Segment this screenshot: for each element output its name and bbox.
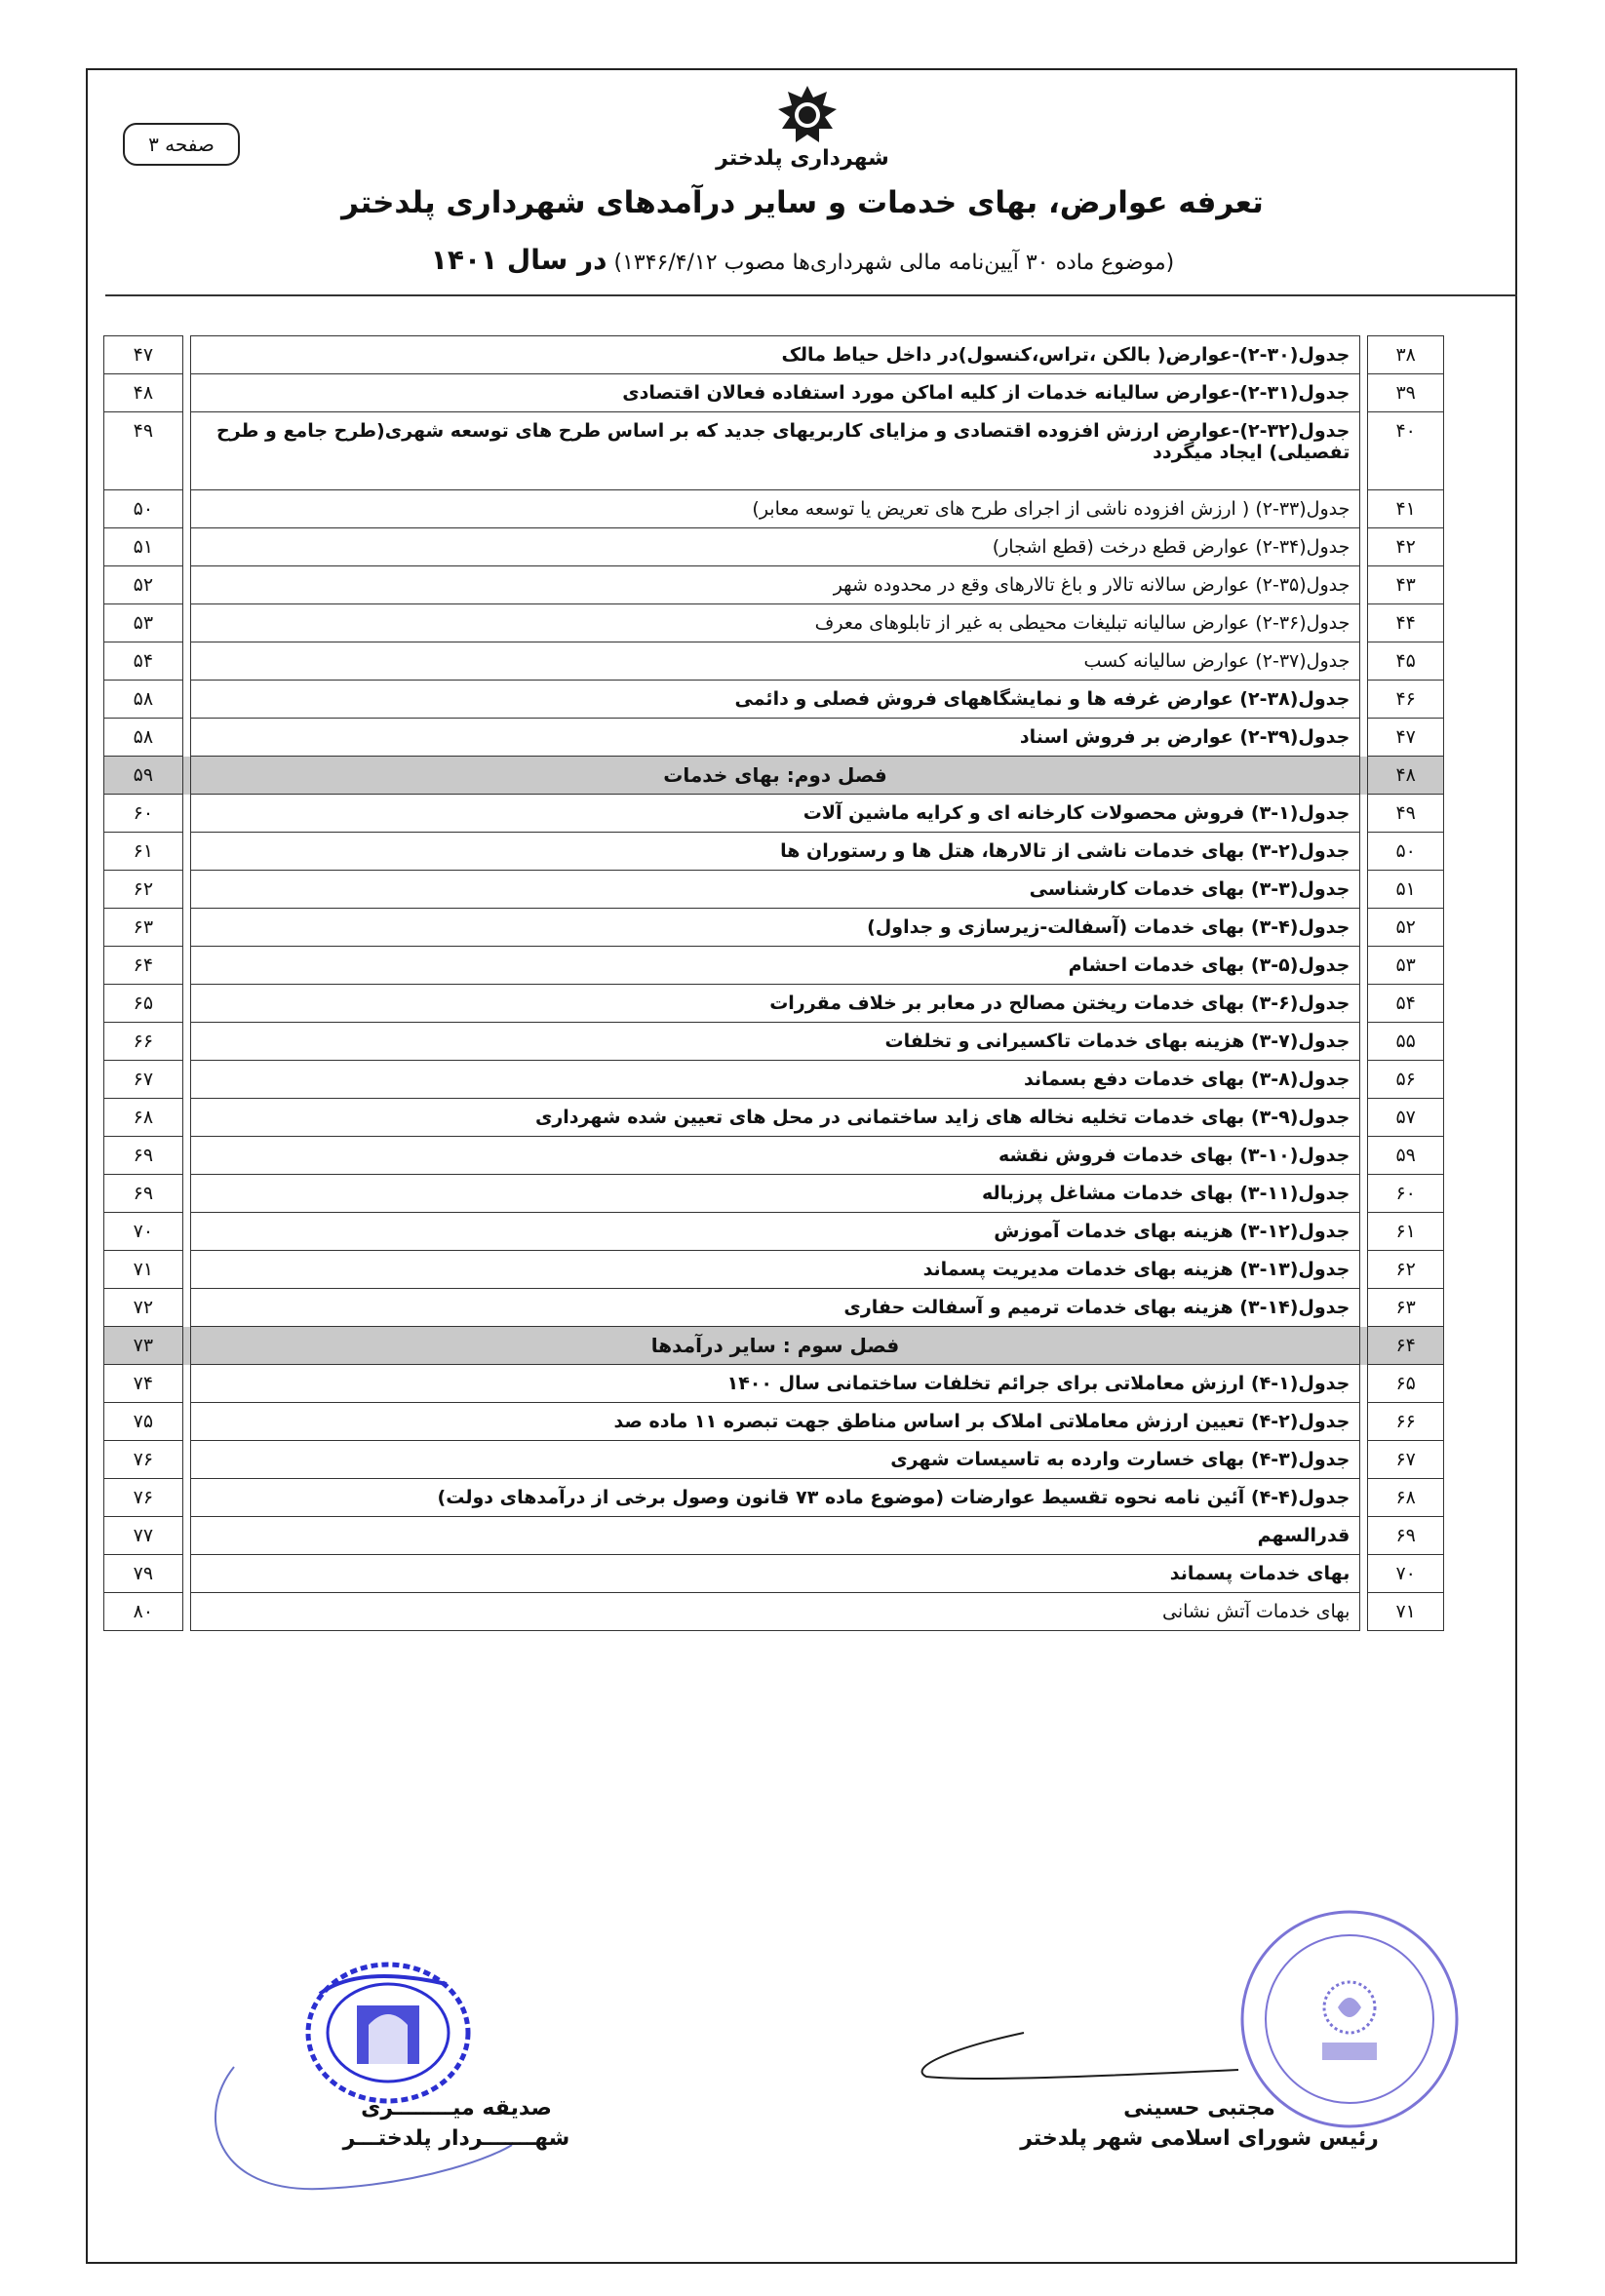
column-gap [1360, 1479, 1368, 1517]
row-page-number: ۶۹ [104, 1137, 183, 1175]
row-number: ۶۱ [1368, 1213, 1444, 1251]
table-row [104, 871, 1444, 909]
column-gap [182, 795, 190, 833]
subtitle-year: در سال ۱۴۰۱ [430, 244, 607, 276]
row-number: ۵۵ [1368, 1023, 1444, 1061]
council-head-role: رئیس شورای اسلامی شهر پلدختر [1020, 2126, 1379, 2151]
row-page-number: ۷۱ [104, 1251, 183, 1289]
council-head-signature-block [995, 2096, 1404, 2151]
row-page-number: ۶۶ [104, 1023, 183, 1061]
table-row [104, 1175, 1444, 1213]
row-description: جدول(۳۶-۲) عوارض سالیانه تبلیغات محیطی به غیر از تابلوهای معرف [190, 604, 1360, 642]
column-gap [1360, 642, 1368, 681]
column-gap [182, 1289, 190, 1327]
row-description: جدول(۴-۴) آئین نامه نحوه تقسیط عوارضات (موضوع ماده ۷۳ قانون وصول برخی از درآمدهای دولت) [190, 1479, 1360, 1517]
row-page-number: ۷۴ [104, 1365, 183, 1403]
mayor-name: صدیقه میــــــــری [361, 2096, 552, 2121]
row-description: جدول(۳۱-۲)-عوارض سالیانه خدمات از کلیه اماکن مورد استفاده فعالان اقتصادی [190, 374, 1360, 412]
row-description: جدول(۳۵-۲) عوارض سالانه تالار و باغ تالارهای وقع در محدوده شهر [190, 566, 1360, 604]
column-gap [1360, 490, 1368, 528]
column-gap [1360, 374, 1368, 412]
row-number: ۵۳ [1368, 947, 1444, 985]
table-row [104, 528, 1444, 566]
row-page-number: ۸۰ [104, 1593, 183, 1631]
column-gap [1360, 1289, 1368, 1327]
row-number: ۷۰ [1368, 1555, 1444, 1593]
row-page-number: ۷۲ [104, 1289, 183, 1327]
column-gap [1360, 1175, 1368, 1213]
column-gap [1360, 757, 1368, 795]
row-page-number: ۴۹ [104, 412, 183, 490]
chapter-row [104, 757, 1444, 795]
column-gap [1360, 795, 1368, 833]
column-gap [182, 1593, 190, 1631]
row-page-number: ۵۳ [104, 604, 183, 642]
mayor-signature-block [330, 2096, 583, 2151]
row-number: ۵۹ [1368, 1137, 1444, 1175]
column-gap [182, 1517, 190, 1555]
column-gap [1360, 412, 1368, 490]
column-gap [182, 985, 190, 1023]
row-page-number: ۶۰ [104, 795, 183, 833]
column-gap [1360, 1213, 1368, 1251]
table-row [104, 795, 1444, 833]
row-page-number: ۶۲ [104, 871, 183, 909]
document-title: تعرفه عوارض، بهای خدمات و سایر درآمدهای شهرداری پلدختر [341, 185, 1264, 220]
row-number: ۴۸ [1368, 757, 1444, 795]
row-description: جدول(۲-۴) تعیین ارزش معاملاتی املاک بر اساس مناطق جهت تبصره ۱۱ ماده صد [190, 1403, 1360, 1441]
column-gap [1360, 1593, 1368, 1631]
row-number: ۶۷ [1368, 1441, 1444, 1479]
column-gap [1360, 833, 1368, 871]
row-number: ۴۵ [1368, 642, 1444, 681]
table-row [104, 1365, 1444, 1403]
row-page-number: ۶۹ [104, 1175, 183, 1213]
row-number: ۴۰ [1368, 412, 1444, 490]
row-description: جدول(۷-۳) هزینه بهای خدمات تاکسیرانی و تخلفات [190, 1023, 1360, 1061]
row-number: ۴۳ [1368, 566, 1444, 604]
column-gap [182, 947, 190, 985]
row-number: ۶۲ [1368, 1251, 1444, 1289]
table-row [104, 909, 1444, 947]
table-row [104, 833, 1444, 871]
column-gap [182, 528, 190, 566]
table-row [104, 1593, 1444, 1631]
column-gap [182, 1365, 190, 1403]
column-gap [182, 909, 190, 947]
row-number: ۴۷ [1368, 719, 1444, 757]
row-description: جدول(۶-۳) بهای خدمات ریختن مصالح در معابر بر خلاف مقررات [190, 985, 1360, 1023]
page-number-label: صفحه ۳ [148, 133, 215, 156]
row-number: ۴۱ [1368, 490, 1444, 528]
row-description: جدول(۱۰-۳) بهای خدمات فروش نقشه [190, 1137, 1360, 1175]
row-description: جدول(۳۷-۲) عوارض سالیانه کسب [190, 642, 1360, 681]
table-row [104, 412, 1444, 490]
column-gap [182, 412, 190, 490]
table-row [104, 1403, 1444, 1441]
row-number: ۵۷ [1368, 1099, 1444, 1137]
table-row [104, 1023, 1444, 1061]
row-description: جدول(۳-۳) بهای خدمات کارشناسی [190, 871, 1360, 909]
table-row [104, 1099, 1444, 1137]
row-page-number: ۶۴ [104, 947, 183, 985]
table-row [104, 1251, 1444, 1289]
table-row [104, 681, 1444, 719]
row-description: جدول(۳۹-۲) عوارض بر فروش اسناد [190, 719, 1360, 757]
row-number: ۶۶ [1368, 1403, 1444, 1441]
row-description: جدول(۳۳-۲) ( ارزش افزوده ناشی از اجرای طرح های تعریض یا توسعه معابر) [190, 490, 1360, 528]
column-gap [1360, 1517, 1368, 1555]
column-gap [1360, 985, 1368, 1023]
column-gap [182, 719, 190, 757]
row-page-number: ۵۸ [104, 719, 183, 757]
column-gap [1360, 1403, 1368, 1441]
table-row [104, 1441, 1444, 1479]
table-row [104, 1555, 1444, 1593]
column-gap [182, 566, 190, 604]
row-description: جدول(۱۴-۳) هزینه بهای خدمات ترمیم و آسفالت حفاری [190, 1289, 1360, 1327]
row-number: ۶۸ [1368, 1479, 1444, 1517]
column-gap [1360, 336, 1368, 374]
row-page-number: ۵۹ [104, 757, 183, 795]
column-gap [1360, 528, 1368, 566]
column-gap [182, 1327, 190, 1365]
row-page-number: ۷۷ [104, 1517, 183, 1555]
row-page-number: ۷۶ [104, 1479, 183, 1517]
column-gap [182, 1441, 190, 1479]
row-number: ۴۹ [1368, 795, 1444, 833]
column-gap [1360, 1365, 1368, 1403]
row-page-number: ۴۷ [104, 336, 183, 374]
row-page-number: ۶۳ [104, 909, 183, 947]
row-number: ۳۸ [1368, 336, 1444, 374]
row-number: ۳۹ [1368, 374, 1444, 412]
row-page-number: ۶۷ [104, 1061, 183, 1099]
table-row [104, 985, 1444, 1023]
row-description: جدول(۳۲-۲)-عوارض ارزش افزوده اقتصادی و مزایای کاربریهای جدید که بر اساس طرح های توسعه شهری(طرح جامع و طرح تفصیلی) ایجاد میگردد [190, 412, 1360, 490]
row-description: بهای خدمات آتش نشانی [190, 1593, 1360, 1631]
table-of-contents [103, 335, 1444, 1631]
column-gap [182, 1213, 190, 1251]
column-gap [182, 1061, 190, 1099]
column-gap [1360, 604, 1368, 642]
column-gap [182, 642, 190, 681]
table-row [104, 1517, 1444, 1555]
header-divider [105, 294, 1517, 296]
column-gap [182, 833, 190, 871]
row-number: ۴۲ [1368, 528, 1444, 566]
column-gap [1360, 681, 1368, 719]
row-page-number: ۵۸ [104, 681, 183, 719]
table-row [104, 1213, 1444, 1251]
row-number: ۴۶ [1368, 681, 1444, 719]
table-row [104, 490, 1444, 528]
table-row [104, 336, 1444, 374]
chapter-title: فصل دوم: بهای خدمات [190, 757, 1360, 795]
row-description: جدول(۳۴-۲) عوارض قطع درخت (قطع اشجار) [190, 528, 1360, 566]
table-row [104, 1061, 1444, 1099]
table-row [104, 566, 1444, 604]
mayor-role: شهـــــــردار پلدختـــر [342, 2126, 570, 2151]
table-row [104, 374, 1444, 412]
table-row [104, 604, 1444, 642]
column-gap [182, 374, 190, 412]
row-number: ۶۴ [1368, 1327, 1444, 1365]
column-gap [1360, 1555, 1368, 1593]
row-description: جدول(۴-۳) بهای خدمات (آسفالت-زیرسازی و جداول) [190, 909, 1360, 947]
municipality-logo-icon [776, 84, 839, 146]
row-description: قدرالسهم [190, 1517, 1360, 1555]
column-gap [1360, 1023, 1368, 1061]
column-gap [1360, 1327, 1368, 1365]
row-description: جدول(۱-۳) فروش محصولات کارخانه ای و کرایه ماشین آلات [190, 795, 1360, 833]
row-number: ۵۶ [1368, 1061, 1444, 1099]
document-subtitle [0, 244, 1605, 276]
column-gap [182, 757, 190, 795]
column-gap [182, 1555, 190, 1593]
row-page-number: ۵۴ [104, 642, 183, 681]
row-description: جدول(۳۰-۲)-عوارض( بالکن ،تراس،کنسول)در داخل حیاط مالک [190, 336, 1360, 374]
column-gap [182, 490, 190, 528]
row-page-number: ۷۶ [104, 1441, 183, 1479]
row-number: ۵۴ [1368, 985, 1444, 1023]
subtitle-note: (موضوع ماده ۳۰ آیین‌نامه مالی شهرداری‌ها مصوب ۱۳۴۶/۴/۱۲) [607, 251, 1175, 275]
table-row [104, 1479, 1444, 1517]
row-description: بهای خدمات پسماند [190, 1555, 1360, 1593]
column-gap [182, 871, 190, 909]
column-gap [1360, 566, 1368, 604]
row-description: جدول(۳-۴) بهای خسارت وارده به تاسیسات شهری [190, 1441, 1360, 1479]
column-gap [1360, 1251, 1368, 1289]
row-description: جدول(۱۲-۳) هزینه بهای خدمات آموزش [190, 1213, 1360, 1251]
column-gap [1360, 1061, 1368, 1099]
row-page-number: ۶۱ [104, 833, 183, 871]
row-description: جدول(۱۳-۳) هزینه بهای خدمات مدیریت پسماند [190, 1251, 1360, 1289]
row-page-number: ۶۸ [104, 1099, 183, 1137]
column-gap [1360, 1099, 1368, 1137]
table-row [104, 1137, 1444, 1175]
row-number: ۴۴ [1368, 604, 1444, 642]
row-number: ۶۵ [1368, 1365, 1444, 1403]
row-description: جدول(۹-۳) بهای خدمات تخلیه نخاله های زاید ساختمانی در محل های تعیین شده شهرداری [190, 1099, 1360, 1137]
organization-name: شهرداری پلدختر [716, 146, 889, 171]
council-signature-scribble [897, 2023, 1248, 2101]
table-row [104, 719, 1444, 757]
row-description: جدول(۱۱-۳) بهای خدمات مشاغل پرزباله [190, 1175, 1360, 1213]
table-row [104, 1289, 1444, 1327]
column-gap [1360, 1441, 1368, 1479]
column-gap [1360, 719, 1368, 757]
row-number: ۶۳ [1368, 1289, 1444, 1327]
column-gap [1360, 947, 1368, 985]
row-description: جدول(۱-۴) ارزش معاملاتی برای جرائم تخلفات ساختمانی سال ۱۴۰۰ [190, 1365, 1360, 1403]
row-number: ۵۱ [1368, 871, 1444, 909]
column-gap [1360, 909, 1368, 947]
column-gap [1360, 871, 1368, 909]
chapter-row [104, 1327, 1444, 1365]
row-description: جدول(۵-۳) بهای خدمات احشام [190, 947, 1360, 985]
row-page-number: ۵۱ [104, 528, 183, 566]
column-gap [182, 1099, 190, 1137]
municipality-seal-stamp [300, 1955, 476, 2111]
column-gap [1360, 1137, 1368, 1175]
column-gap [182, 1137, 190, 1175]
column-gap [182, 336, 190, 374]
row-page-number: ۵۲ [104, 566, 183, 604]
row-number: ۶۹ [1368, 1517, 1444, 1555]
row-page-number: ۷۰ [104, 1213, 183, 1251]
chapter-title: فصل سوم : سایر درآمدها [190, 1327, 1360, 1365]
column-gap [182, 1403, 190, 1441]
row-number: ۵۲ [1368, 909, 1444, 947]
row-page-number: ۵۰ [104, 490, 183, 528]
row-description: جدول(۲-۳) بهای خدمات ناشی از تالارها، هتل ها و رستوران ها [190, 833, 1360, 871]
column-gap [182, 1251, 190, 1289]
column-gap [182, 1479, 190, 1517]
row-page-number: ۷۹ [104, 1555, 183, 1593]
row-number: ۵۰ [1368, 833, 1444, 871]
row-description: جدول(۳۸-۲) عوارض غرفه ها و نمایشگاههای فروش فصلی و دائمی [190, 681, 1360, 719]
column-gap [182, 1023, 190, 1061]
row-page-number: ۴۸ [104, 374, 183, 412]
row-page-number: ۷۳ [104, 1327, 183, 1365]
table-row [104, 947, 1444, 985]
row-number: ۷۱ [1368, 1593, 1444, 1631]
table-row [104, 642, 1444, 681]
row-description: جدول(۸-۳) بهای خدمات دفع بسماند [190, 1061, 1360, 1099]
row-page-number: ۶۵ [104, 985, 183, 1023]
column-gap [182, 604, 190, 642]
column-gap [182, 681, 190, 719]
column-gap [182, 1175, 190, 1213]
row-number: ۶۰ [1368, 1175, 1444, 1213]
toc-body [104, 336, 1444, 1631]
row-page-number: ۷۵ [104, 1403, 183, 1441]
council-head-name: مجتبی حسینی [1123, 2096, 1275, 2121]
